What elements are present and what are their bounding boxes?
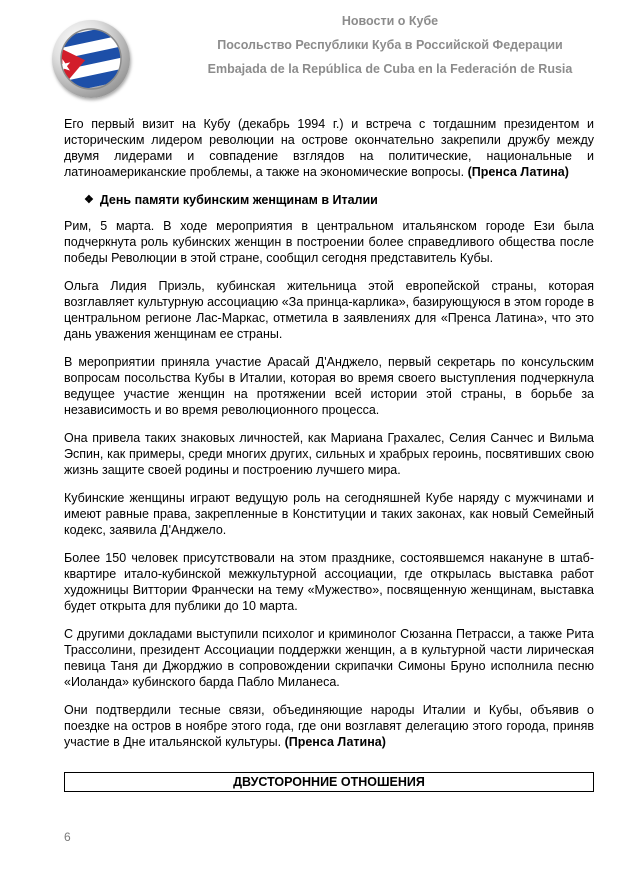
diamond-bullet-icon: ❖ bbox=[84, 194, 94, 206]
paragraph: Более 150 человек присутствовали на этом празднике, состоявшемся накануне в штаб-квартире итало-кубинской межкультурной ассоциации, где открылась выставка работ художницы Виттории Франчески на тему «Мужество», посвященную женщинам, выставка будет открыта для публики до 10 марта. bbox=[64, 551, 594, 613]
source-label: (Пренса Латина) bbox=[284, 735, 386, 749]
paragraph: Они подтвердили тесные связи, объединяющие народы Италии и Кубы, объявив о поездке на остров в ноябре этого года, где они возглавят делегацию этого города, приняв участие в Дне итальянской культуры. (Пренса Латина) bbox=[64, 703, 594, 749]
paragraph: С другими докладами выступили психолог и криминолог Сюзанна Петрасси, а также Рита Трассолини, президент Ассоциации поддержки женщин, а в культурной части лирическая певица Таня ди Джорджио в сопровождении скрипачки Симоны Бруно исполнила песню «Иоланда» кубинского барда Пабло Миланеса. bbox=[64, 627, 594, 689]
paragraph: Ольга Лидия Приэль, кубинская жительница этой европейской страны, которая возглавляет культурную ассоциацию «За принца-карлика», базирующуюся в этом городе в центральном регионе Лас-Маркас, отметила в заявлениях для «Пренса Латина», что это дань уважения женщинам ее страны. bbox=[64, 279, 595, 341]
paragraph: Рим, 5 марта. В ходе мероприятия в центральном итальянском городе Ези была подчеркнута роль кубинских женщин в построении более справедливого общества после победы Революции в этой стране, сообщил сегодня представитель Кубы. bbox=[64, 219, 594, 265]
paragraph: Кубинские женщины играют ведущую роль на сегодняшней Кубе наряду с мужчинами и имеют равные права, закрепленные в Конституции и таких законах, как новый Семейный кодекс, заявила Д'Анджело. bbox=[64, 491, 594, 537]
cuba-flag-logo-icon bbox=[52, 20, 130, 98]
paragraph: В мероприятии приняла участие Арасай Д'Анджело, первый секретарь по консульским вопросам посольства Кубы в Италии, которая во время своего выступления подчеркнула ведущее участие женщин на протяжении всей истории этой страны, в борьбе за независимость и во время революционного процесса. bbox=[64, 355, 594, 417]
paragraph: Его первый визит на Кубу (декабрь 1994 г.) и встреча с тогдашним президентом и историческим лидером революции на острове окончательно закрепили дружбу между двумя лидерами и совпадение взглядов на политические, национальные и латиноамериканские проблемы, а также на экономические вопросы. (Пренса Латина) bbox=[64, 117, 594, 179]
source-label: (Пренса Латина) bbox=[467, 165, 569, 179]
page-header bbox=[0, 0, 642, 100]
paragraph: Она привела таких знаковых личностей, как Мариана Грахалес, Селия Санчес и Вильма Эспин, как примеры, среди многих других, сильных и храбрых героинь, посвятивших свою жизнь защите своей родины и построению лучшего мира. bbox=[64, 431, 594, 477]
section-heading bbox=[84, 192, 594, 208]
section-banner: ДВУСТОРОННИЕ ОТНОШЕНИЯ bbox=[64, 772, 594, 792]
header-title: Новости о Кубе bbox=[341, 14, 439, 28]
article-body bbox=[64, 116, 594, 762]
page-number: 6 bbox=[64, 830, 71, 844]
header-subtitle-es: Embajada de la República de Cuba en la Federación de Rusia bbox=[207, 62, 573, 76]
header-subtitle-ru: Посольство Республики Куба в Российской Федерации bbox=[217, 38, 563, 52]
section-title: День памяти кубинским женщинам в Италии bbox=[99, 193, 378, 207]
